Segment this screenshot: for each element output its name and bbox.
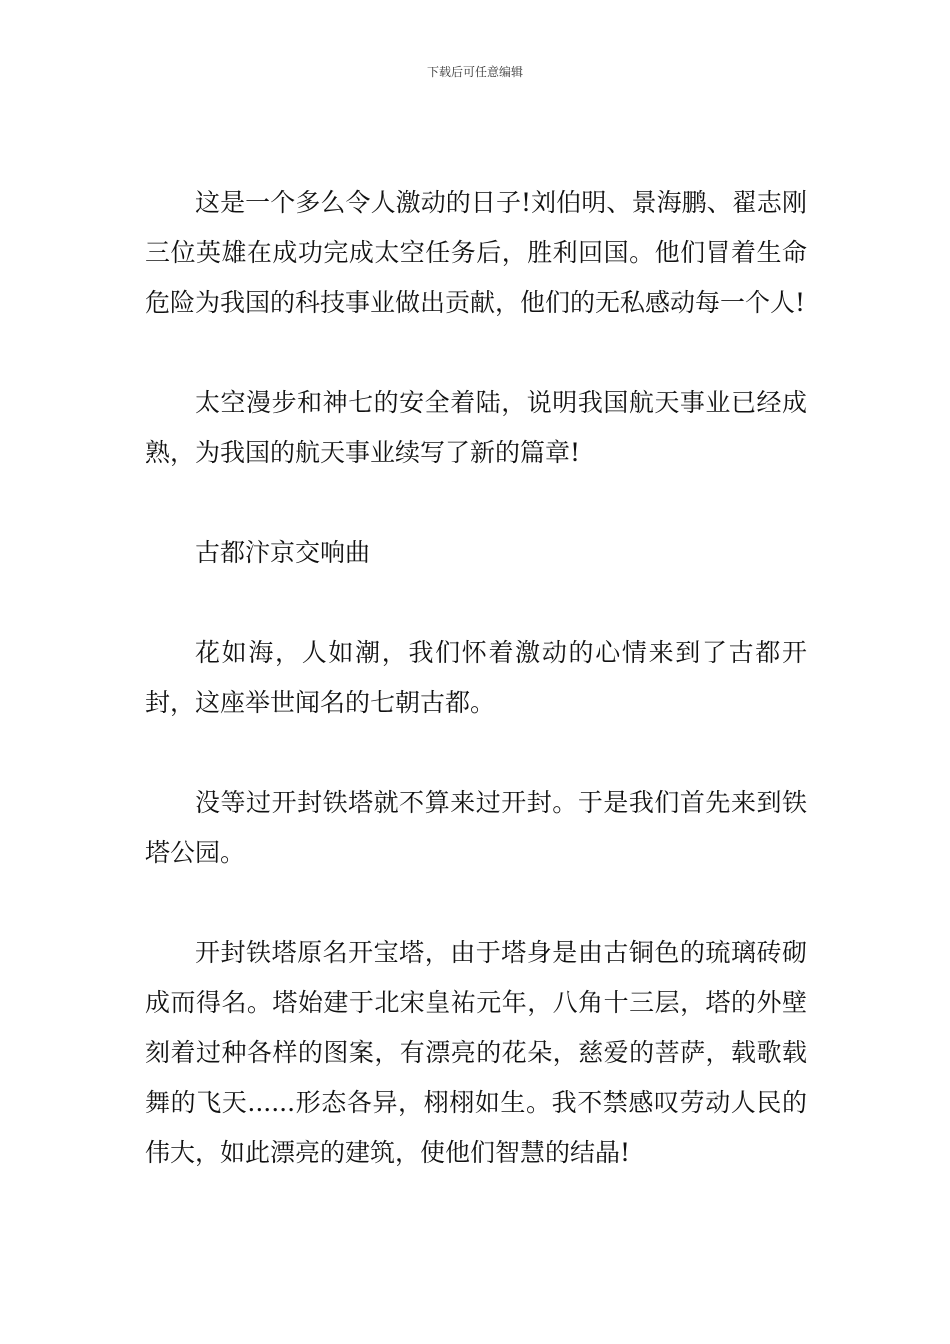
paragraph-1: 这是一个多么令人激动的日子!刘伯明、景海鹏、翟志刚三位英雄在成功完成太空任务后，胜利回国。他们冒着生命危险为我国的科技事业做出贡献，他们的无私感动每一个人!	[145, 188, 807, 317]
page-header: 下载后可任意编辑	[426, 65, 523, 79]
document-body	[145, 178, 807, 1178]
paragraph-gap	[145, 578, 807, 628]
paragraph-2: 太空漫步和神七的安全着陆，说明我国航天事业已经成熟，为我国的航天事业续写了新的篇章!	[145, 388, 807, 467]
paragraph-gap	[145, 878, 807, 928]
paragraph-4: 没等过开封铁塔就不算来过开封。于是我们首先来到铁塔公园。	[145, 788, 807, 867]
paragraph-gap	[145, 328, 807, 378]
paragraph-3: 花如海，人如潮，我们怀着激动的心情来到了古都开封，这座举世闻名的七朝古都。	[145, 638, 807, 717]
paragraph-5: 开封铁塔原名开宝塔，由于塔身是由古铜色的琉璃砖砌成而得名。塔始建于北宋皇祐元年，八角十三层，塔的外壁刻着过种各样的图案，有漂亮的花朵，慈爱的菩萨，载歌载舞的飞天......形态各异，栩栩如生。我不禁感叹劳动人民的伟大，如此漂亮的建筑，使他们智慧的结晶!	[145, 938, 807, 1167]
paragraph-gap	[145, 478, 807, 528]
section-title: 古都汴京交响曲	[195, 538, 371, 567]
paragraph-gap	[145, 728, 807, 778]
